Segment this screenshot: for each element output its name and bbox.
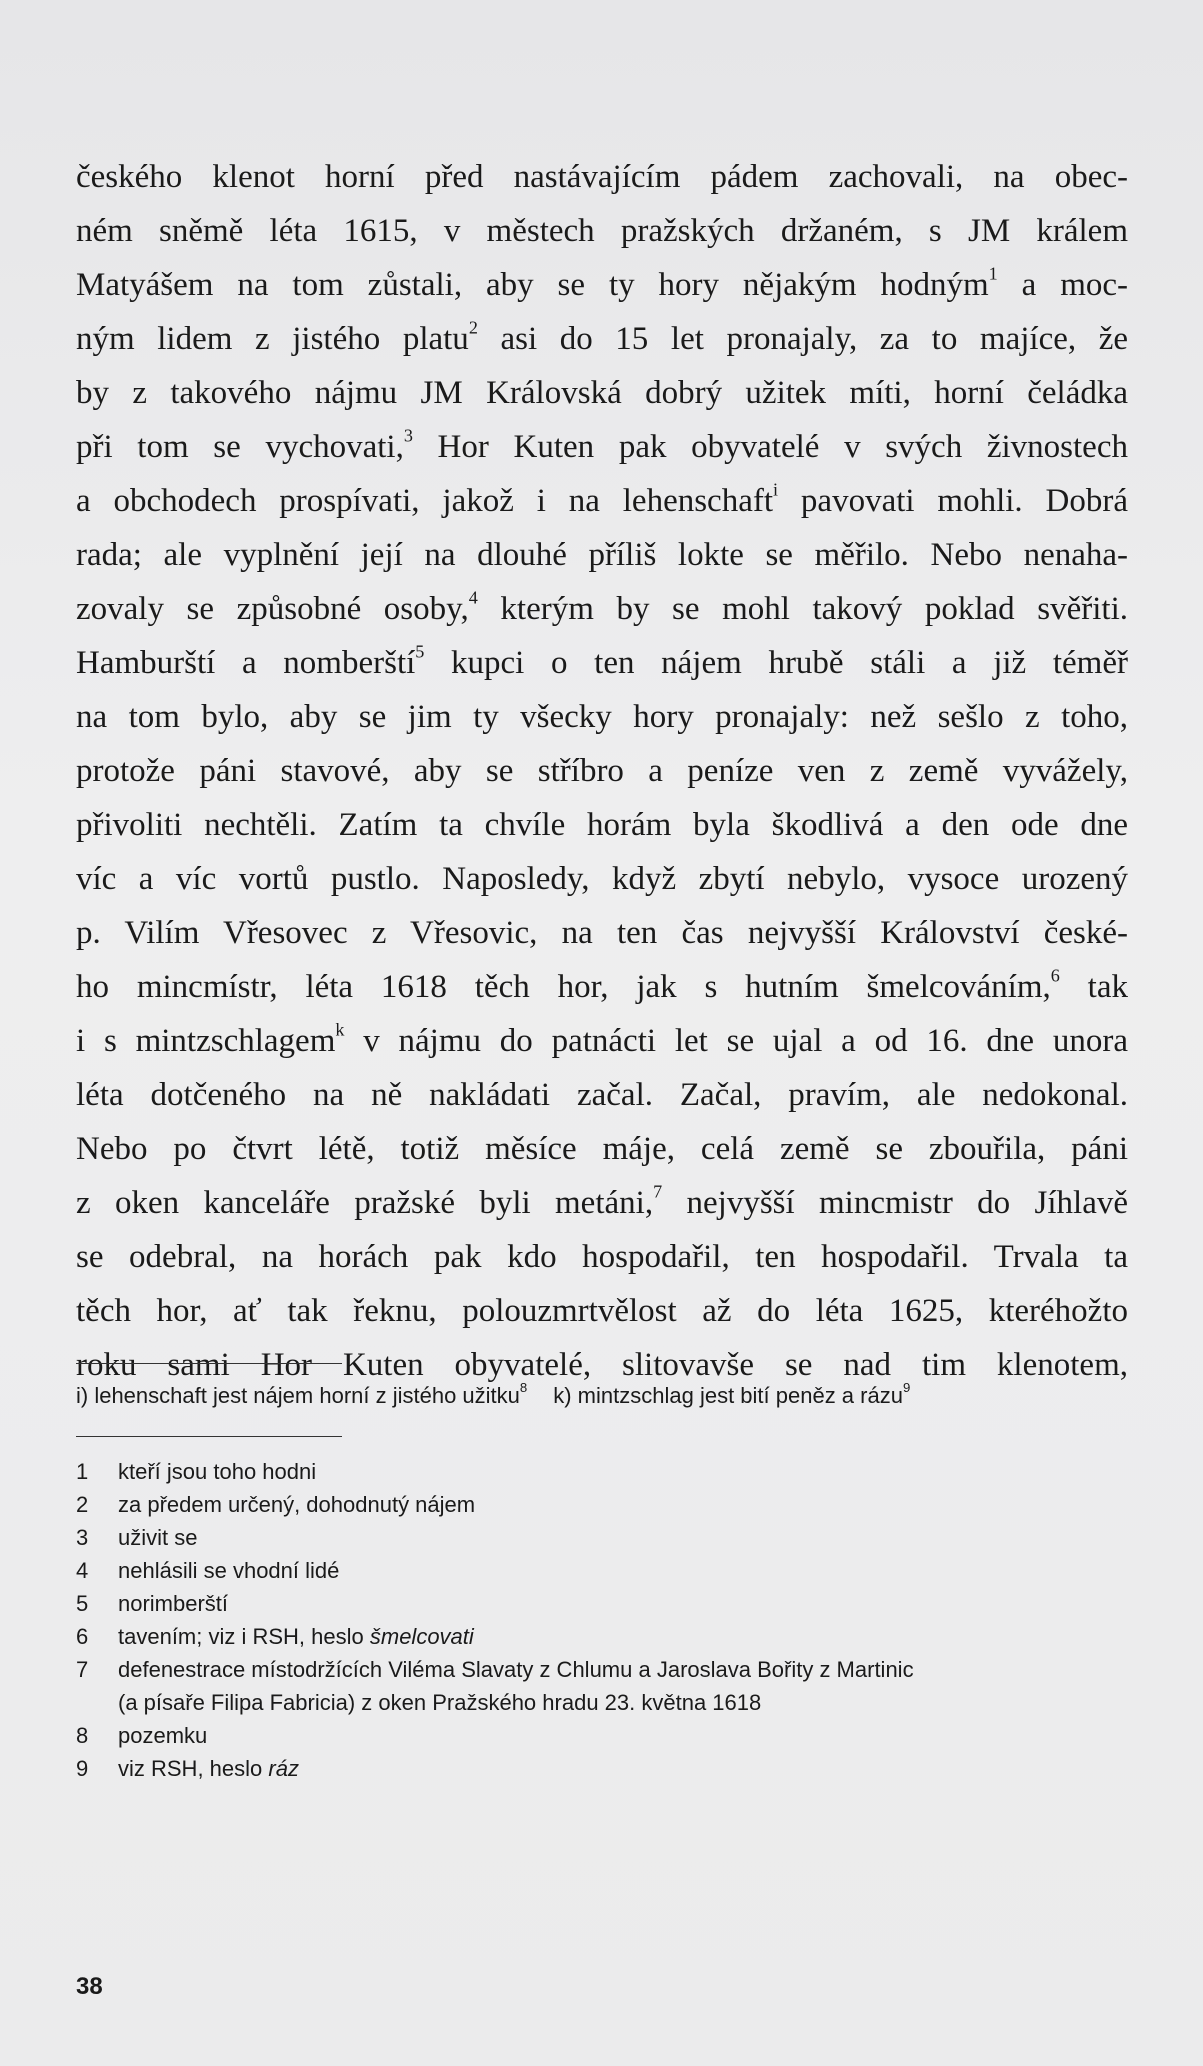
text-line: Hamburští a nomberští$^5$ kupci o ten nájem hrubě stáli a již téměř xyxy=(76,641,1128,681)
footnote: 1 kteří jsou toho hodni xyxy=(76,1459,317,1484)
text-line: víc a víc vortů pustlo. Naposledy, když zbytí nebylo, vysoce urozený xyxy=(76,861,1128,897)
text-line: při tom se vychovati,$^3$ Hor Kuten pak obyvatelé v svých živnostech xyxy=(76,425,1128,465)
gloss-line xyxy=(76,1381,1136,1411)
text-line: se odebral, na horách pak kdo hospodařil, ten hospodařil. Trvala ta xyxy=(76,1239,1128,1275)
main-text xyxy=(76,150,1128,1392)
text-line: Matyášem na tom zůstali, aby se ty hory nějakým hodným$^1$ a moc- xyxy=(76,263,1128,303)
text-line: rada; ale vyplnění její na dlouhé příliš lokte se měřilo. Nebo nenaha- xyxy=(76,537,1128,573)
footnote-ref: 1 xyxy=(988,263,998,284)
footnote-ref: 2 xyxy=(468,317,478,338)
text-line: léta dotčeného na ně nakládati začal. Začal, pravím, ale nedokonal. xyxy=(76,1077,1128,1113)
text-line: těch hor, ať tak řeknu, polouzmrtvělost až do léta 1625, kteréhožto xyxy=(76,1293,1128,1329)
footnote: 9 viz RSH, heslo ráz xyxy=(76,1756,299,1781)
footnote: 6 tavením; viz i RSH, heslo šmelcovati xyxy=(76,1624,474,1649)
text-line: z oken kanceláře pražské byli metáni,$^7$ nejvyšší mincmistr do Jíhlavě xyxy=(76,1181,1128,1221)
text-line: zovaly se způsobné osoby,$^4$ kterým by se mohl takový poklad svěřiti. xyxy=(76,587,1128,627)
text-line: ném sněmě léta 1615, v městech pražských držaném, s JM králem xyxy=(76,213,1128,249)
text-line: a obchodech prospívati, jakož i na lehenschaft$^i$ pavovati mohli. Dobrá xyxy=(76,479,1128,519)
text-line: Nebo po čtvrt létě, totiž měsíce máje, celá země se zbouřila, páni xyxy=(76,1131,1128,1167)
text-line: p. Vilím Vřesovec z Vřesovic, na ten čas nejvyšší Království české- xyxy=(76,915,1128,951)
footnote: 7 defenestrace místodržících Viléma Slavaty z Chlumu a Jaroslava Bořity z Martinic (a písaře Filipa Fabricia) z oken Pražského hradu 23. května 1618 xyxy=(76,1657,914,1715)
footnote-ref: 5 xyxy=(415,641,425,662)
footnote-ref: 7 xyxy=(653,1181,663,1202)
text-line: ným lidem z jistého platu$^2$ asi do 15 let pronajaly, za to majíce, že xyxy=(76,317,1129,357)
footnote-divider xyxy=(76,1436,342,1437)
text-line: protože páni stavové, aby se stříbro a peníze ven z země vyvážely, xyxy=(76,753,1128,789)
footnote: 8 pozemku xyxy=(76,1723,208,1748)
footnotes xyxy=(76,1455,1136,1785)
text-line: ho mincmístr, léta 1618 těch hor, jak s hutním šmelcováním,$^6$ tak xyxy=(76,965,1128,1005)
gloss-k: k) mintzschlag jest bití peněz a rázu$^9$ xyxy=(553,1379,911,1408)
text-line: na tom bylo, aby se jim ty všecky hory pronajaly: než sešlo z toho, xyxy=(76,699,1128,735)
gloss-ref: i xyxy=(773,479,779,500)
text-line: by z takového nájmu JM Královská dobrý užitek míti, horní čeládka xyxy=(76,375,1128,411)
text-line: přivoliti nechtěli. Zatím ta chvíle horám byla škodlivá a den ode dne xyxy=(76,807,1128,843)
footnote: 2 za předem určený, dohodnutý nájem xyxy=(76,1492,476,1517)
gloss-i: i) lehenschaft jest nájem horní z jistého užitku$^8$ xyxy=(76,1379,528,1408)
footnote: 3 uživit se xyxy=(76,1525,198,1550)
footnote: 4 nehlásili se vhodní lidé xyxy=(76,1558,340,1583)
page-number: 38 xyxy=(76,1973,103,2000)
text-line: i s mintzschlagem$^k$ v nájmu do patnácti let se ujal a od 16. dne unora xyxy=(76,1019,1128,1059)
footnote-ref: 3 xyxy=(403,425,413,446)
footnote-divider xyxy=(76,1363,342,1364)
footnote-ref: 6 xyxy=(1050,965,1060,986)
text-line: českého klenot horní před nastávajícím pádem zachovali, na obec- xyxy=(76,159,1128,195)
footnote-ref: 4 xyxy=(468,587,478,608)
footnote: 5 norimberští xyxy=(76,1591,229,1616)
text-line: roku sami Hor Kuten obyvatelé, slitovavše se nad tim klenotem, xyxy=(76,1347,1128,1383)
gloss-ref: k xyxy=(335,1019,345,1040)
